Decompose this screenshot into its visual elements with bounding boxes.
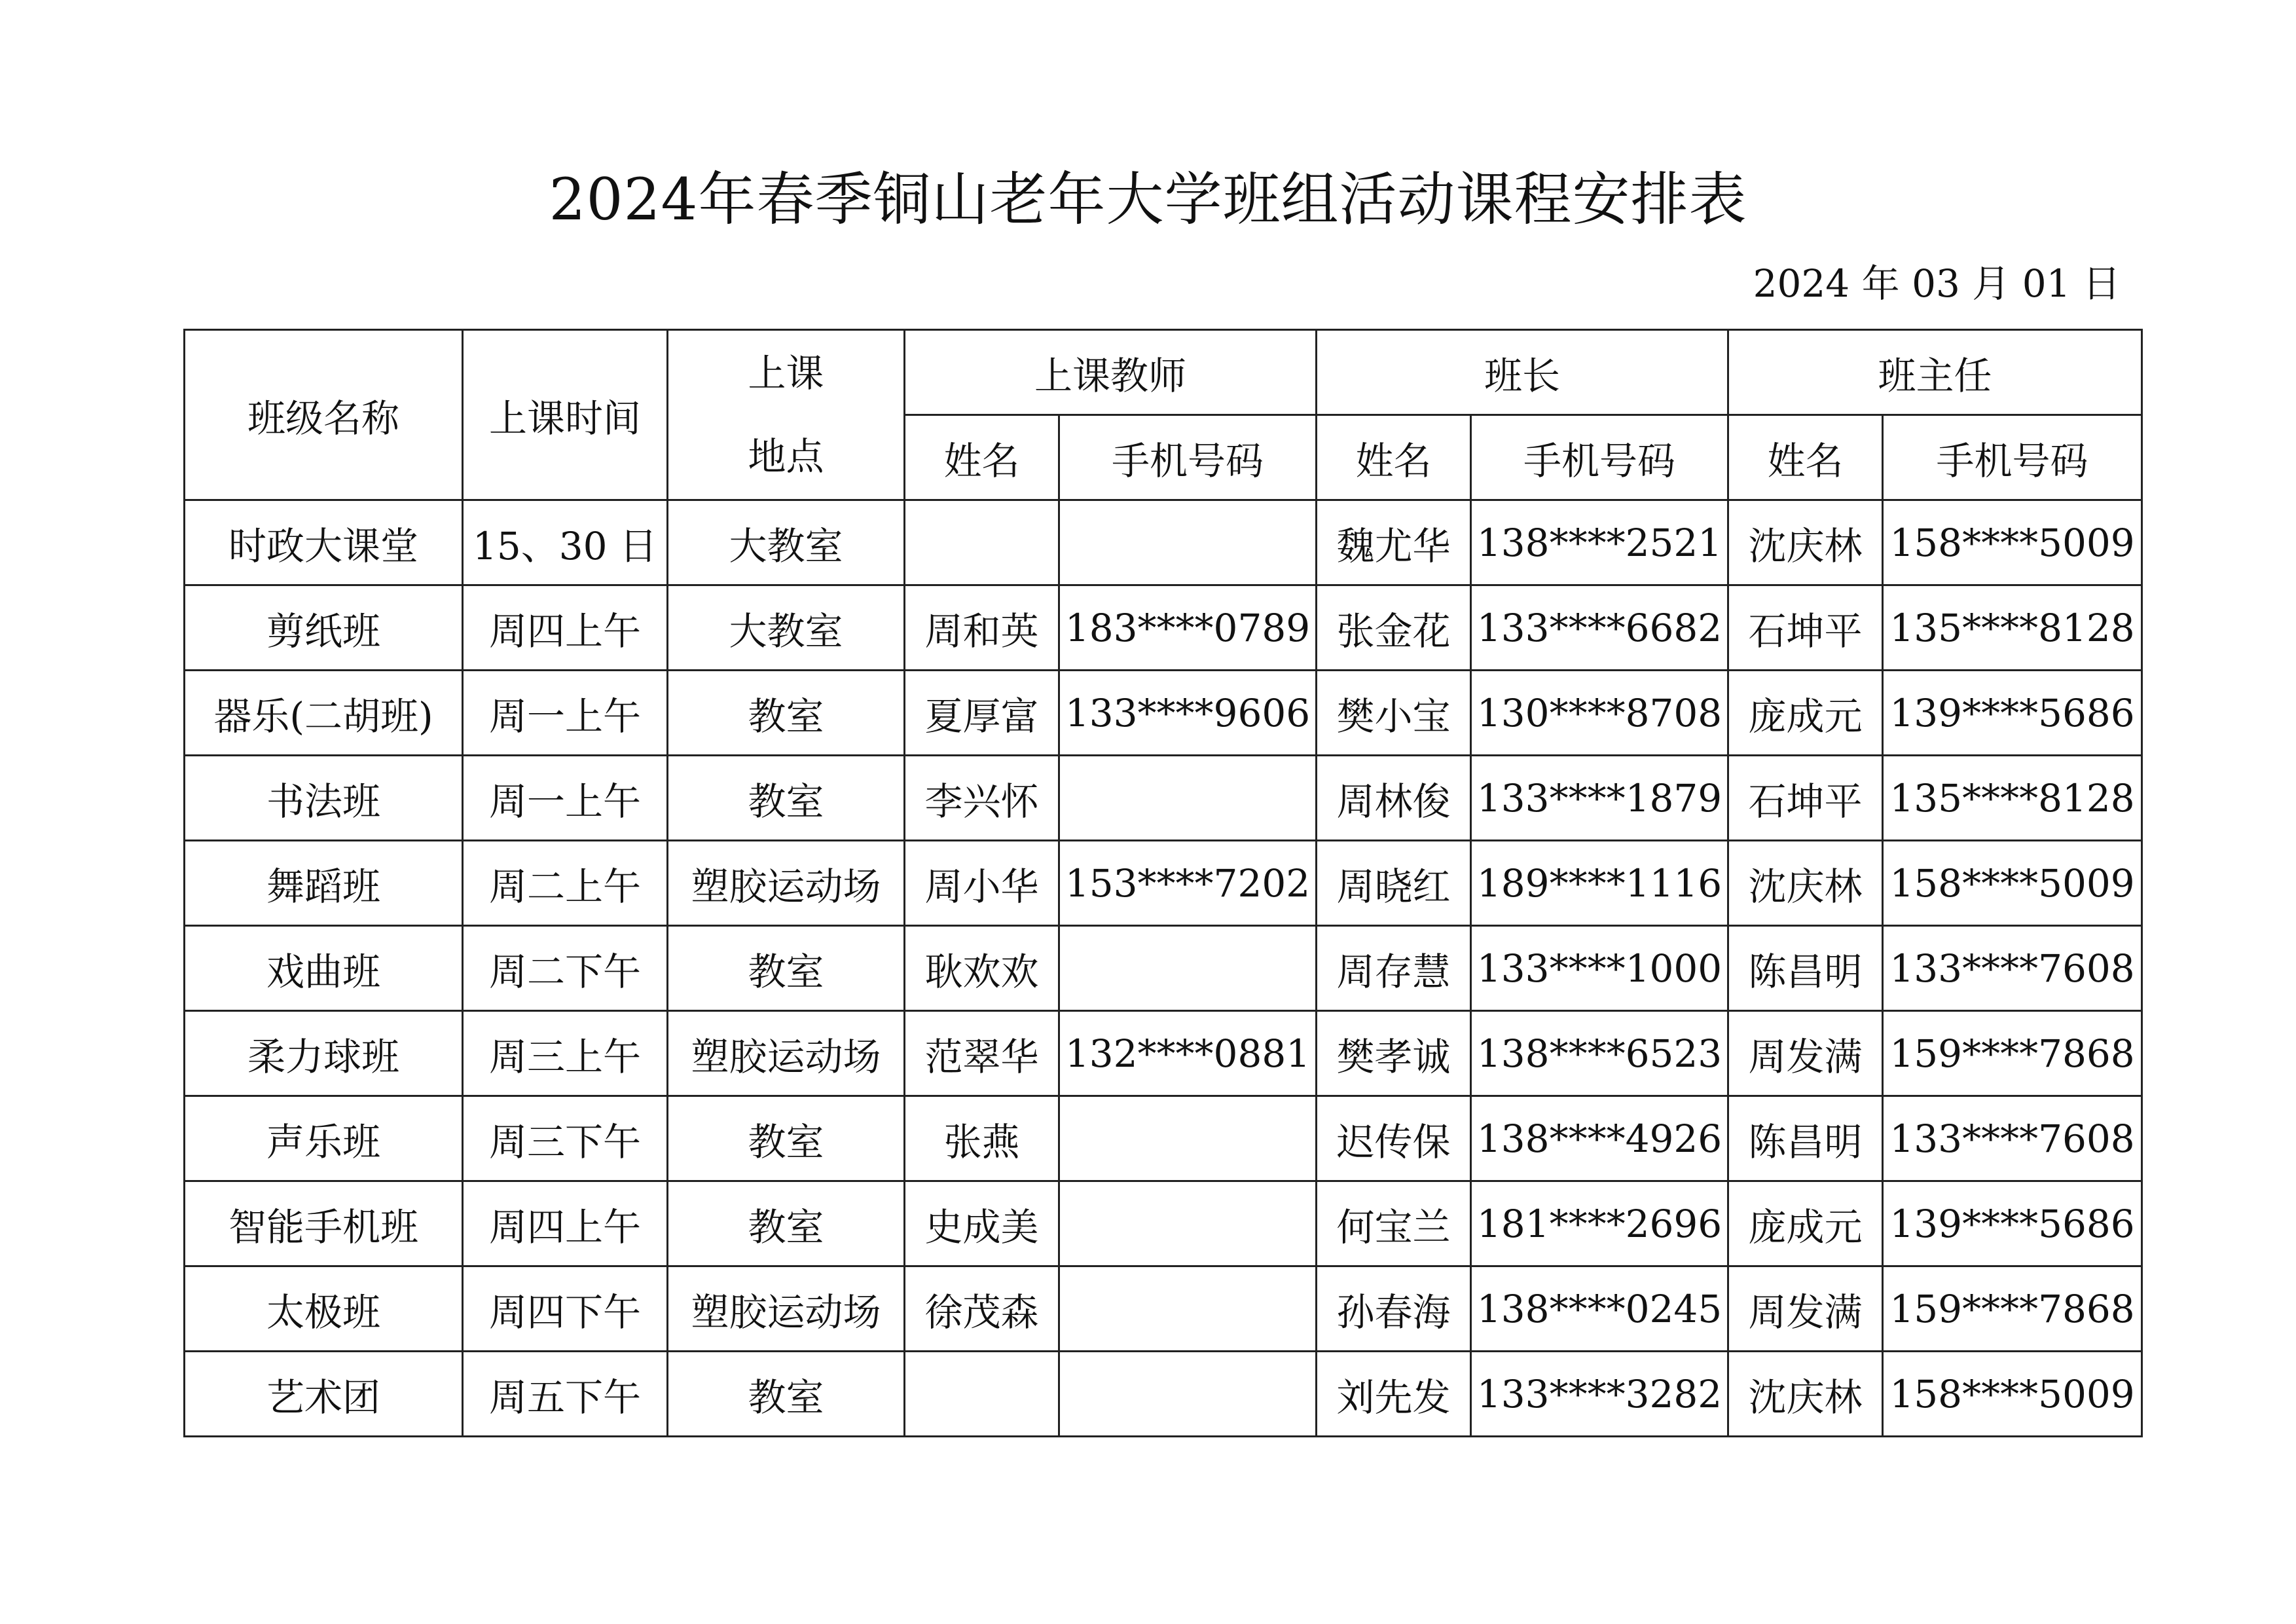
monitor-name-cell: 樊孝诚 <box>1317 1011 1471 1096</box>
head-phone-cell: 158****5009 <box>1883 841 2142 926</box>
class-name-cell: 太极班 <box>185 1266 463 1352</box>
monitor-phone-cell: 133****1879 <box>1471 756 1728 841</box>
monitor-phone-cell: 138****2521 <box>1471 500 1728 585</box>
time-cell: 15、30 日 <box>463 500 668 585</box>
header-monitor-name: 姓名 <box>1317 415 1471 500</box>
header-head-teacher: 班主任 <box>1728 330 2142 415</box>
table-row <box>185 756 2142 841</box>
header-monitor: 班长 <box>1317 330 1728 415</box>
teacher-name-cell: 周小华 <box>905 841 1059 926</box>
head-name-cell: 周发满 <box>1728 1266 1883 1352</box>
schedule-table <box>183 329 2143 1437</box>
header-head-name: 姓名 <box>1728 415 1883 500</box>
header-location <box>668 330 905 500</box>
monitor-name-cell: 周存慧 <box>1317 926 1471 1011</box>
head-name-cell: 沈庆林 <box>1728 1352 1883 1437</box>
teacher-phone-cell <box>1059 500 1317 585</box>
document-date: 2024 年 03 月 01 日 <box>1753 261 2121 306</box>
teacher-name-cell <box>905 1352 1059 1437</box>
class-name-cell: 艺术团 <box>185 1352 463 1437</box>
location-cell: 塑胶运动场 <box>668 1266 905 1352</box>
monitor-phone-cell: 138****0245 <box>1471 1266 1728 1352</box>
monitor-name-cell: 刘先发 <box>1317 1352 1471 1437</box>
head-phone-cell: 139****5686 <box>1883 671 2142 756</box>
header-monitor-phone: 手机号码 <box>1471 415 1728 500</box>
head-name-cell: 沈庆林 <box>1728 841 1883 926</box>
teacher-name-cell: 张燕 <box>905 1096 1059 1181</box>
class-name-cell: 柔力球班 <box>185 1011 463 1096</box>
monitor-phone-cell: 130****8708 <box>1471 671 1728 756</box>
table-row <box>185 841 2142 926</box>
teacher-name-cell <box>905 500 1059 585</box>
time-cell: 周五下午 <box>463 1352 668 1437</box>
monitor-name-cell: 周晓红 <box>1317 841 1471 926</box>
teacher-name-cell: 史成美 <box>905 1181 1059 1266</box>
head-phone-cell: 133****7608 <box>1883 926 2142 1011</box>
table-row <box>185 926 2142 1011</box>
monitor-phone-cell: 138****6523 <box>1471 1011 1728 1096</box>
head-phone-cell: 135****8128 <box>1883 585 2142 671</box>
location-cell: 教室 <box>668 1352 905 1437</box>
table-row <box>185 500 2142 585</box>
monitor-name-cell: 樊小宝 <box>1317 671 1471 756</box>
location-cell: 教室 <box>668 756 905 841</box>
location-cell: 大教室 <box>668 500 905 585</box>
time-cell: 周四上午 <box>463 585 668 671</box>
head-name-cell: 石坤平 <box>1728 756 1883 841</box>
teacher-name-cell: 夏厚富 <box>905 671 1059 756</box>
header-row-1 <box>185 330 2142 415</box>
monitor-phone-cell: 181****2696 <box>1471 1181 1728 1266</box>
header-teacher-phone: 手机号码 <box>1059 415 1317 500</box>
document-title: 2024年春季铜山老年大学班组活动课程安排表 <box>549 166 1747 233</box>
monitor-name-cell: 迟传保 <box>1317 1096 1471 1181</box>
location-cell: 教室 <box>668 671 905 756</box>
monitor-phone-cell: 138****4926 <box>1471 1096 1728 1181</box>
head-name-cell: 陈昌明 <box>1728 926 1883 1011</box>
location-cell: 塑胶运动场 <box>668 841 905 926</box>
header-time: 上课时间 <box>463 330 668 500</box>
time-cell: 周二下午 <box>463 926 668 1011</box>
table-row <box>185 1181 2142 1266</box>
teacher-phone-cell <box>1059 1096 1317 1181</box>
teacher-phone-cell: 132****0881 <box>1059 1011 1317 1096</box>
head-name-cell: 石坤平 <box>1728 585 1883 671</box>
location-cell: 大教室 <box>668 585 905 671</box>
table-row <box>185 1011 2142 1096</box>
teacher-phone-cell <box>1059 926 1317 1011</box>
head-name-cell: 庞成元 <box>1728 1181 1883 1266</box>
monitor-name-cell: 魏尤华 <box>1317 500 1471 585</box>
monitor-name-cell: 周林俊 <box>1317 756 1471 841</box>
header-location-line2: 地点 <box>748 434 824 479</box>
teacher-phone-cell <box>1059 1352 1317 1437</box>
table-row <box>185 585 2142 671</box>
time-cell: 周四上午 <box>463 1181 668 1266</box>
teacher-name-cell: 李兴怀 <box>905 756 1059 841</box>
head-phone-cell: 159****7868 <box>1883 1011 2142 1096</box>
head-phone-cell: 159****7868 <box>1883 1266 2142 1352</box>
teacher-phone-cell <box>1059 756 1317 841</box>
head-name-cell: 陈昌明 <box>1728 1096 1883 1181</box>
class-name-cell: 智能手机班 <box>185 1181 463 1266</box>
head-phone-cell: 158****5009 <box>1883 1352 2142 1437</box>
monitor-phone-cell: 133****3282 <box>1471 1352 1728 1437</box>
monitor-phone-cell: 133****6682 <box>1471 585 1728 671</box>
class-name-cell: 戏曲班 <box>185 926 463 1011</box>
class-name-cell: 舞蹈班 <box>185 841 463 926</box>
monitor-phone-cell: 189****1116 <box>1471 841 1728 926</box>
table-row <box>185 1352 2142 1437</box>
head-phone-cell: 135****8128 <box>1883 756 2142 841</box>
class-name-cell: 剪纸班 <box>185 585 463 671</box>
time-cell: 周三上午 <box>463 1011 668 1096</box>
teacher-phone-cell <box>1059 1266 1317 1352</box>
time-cell: 周一上午 <box>463 756 668 841</box>
location-cell: 教室 <box>668 1181 905 1266</box>
head-phone-cell: 133****7608 <box>1883 1096 2142 1181</box>
teacher-name-cell: 周和英 <box>905 585 1059 671</box>
time-cell: 周三下午 <box>463 1096 668 1181</box>
teacher-name-cell: 范翠华 <box>905 1011 1059 1096</box>
teacher-phone-cell: 153****7202 <box>1059 841 1317 926</box>
table-row <box>185 1266 2142 1352</box>
class-name-cell: 器乐(二胡班) <box>185 671 463 756</box>
head-name-cell: 庞成元 <box>1728 671 1883 756</box>
location-cell: 教室 <box>668 1096 905 1181</box>
class-name-cell: 时政大课堂 <box>185 500 463 585</box>
head-phone-cell: 139****5686 <box>1883 1181 2142 1266</box>
table-row <box>185 1096 2142 1181</box>
head-phone-cell: 158****5009 <box>1883 500 2142 585</box>
header-head-phone: 手机号码 <box>1883 415 2142 500</box>
monitor-phone-cell: 133****1000 <box>1471 926 1728 1011</box>
monitor-name-cell: 孙春海 <box>1317 1266 1471 1352</box>
header-location-line1: 上课 <box>748 350 824 396</box>
time-cell: 周一上午 <box>463 671 668 756</box>
teacher-phone-cell: 183****0789 <box>1059 585 1317 671</box>
head-name-cell: 沈庆林 <box>1728 500 1883 585</box>
monitor-name-cell: 张金花 <box>1317 585 1471 671</box>
header-class-name: 班级名称 <box>185 330 463 500</box>
teacher-phone-cell: 133****9606 <box>1059 671 1317 756</box>
location-cell: 教室 <box>668 926 905 1011</box>
class-name-cell: 书法班 <box>185 756 463 841</box>
table-row <box>185 671 2142 756</box>
teacher-name-cell: 徐茂森 <box>905 1266 1059 1352</box>
teacher-name-cell: 耿欢欢 <box>905 926 1059 1011</box>
monitor-name-cell: 何宝兰 <box>1317 1181 1471 1266</box>
class-name-cell: 声乐班 <box>185 1096 463 1181</box>
location-cell: 塑胶运动场 <box>668 1011 905 1096</box>
time-cell: 周四下午 <box>463 1266 668 1352</box>
header-teacher-name: 姓名 <box>905 415 1059 500</box>
head-name-cell: 周发满 <box>1728 1011 1883 1096</box>
time-cell: 周二上午 <box>463 841 668 926</box>
teacher-phone-cell <box>1059 1181 1317 1266</box>
header-teacher: 上课教师 <box>905 330 1317 415</box>
